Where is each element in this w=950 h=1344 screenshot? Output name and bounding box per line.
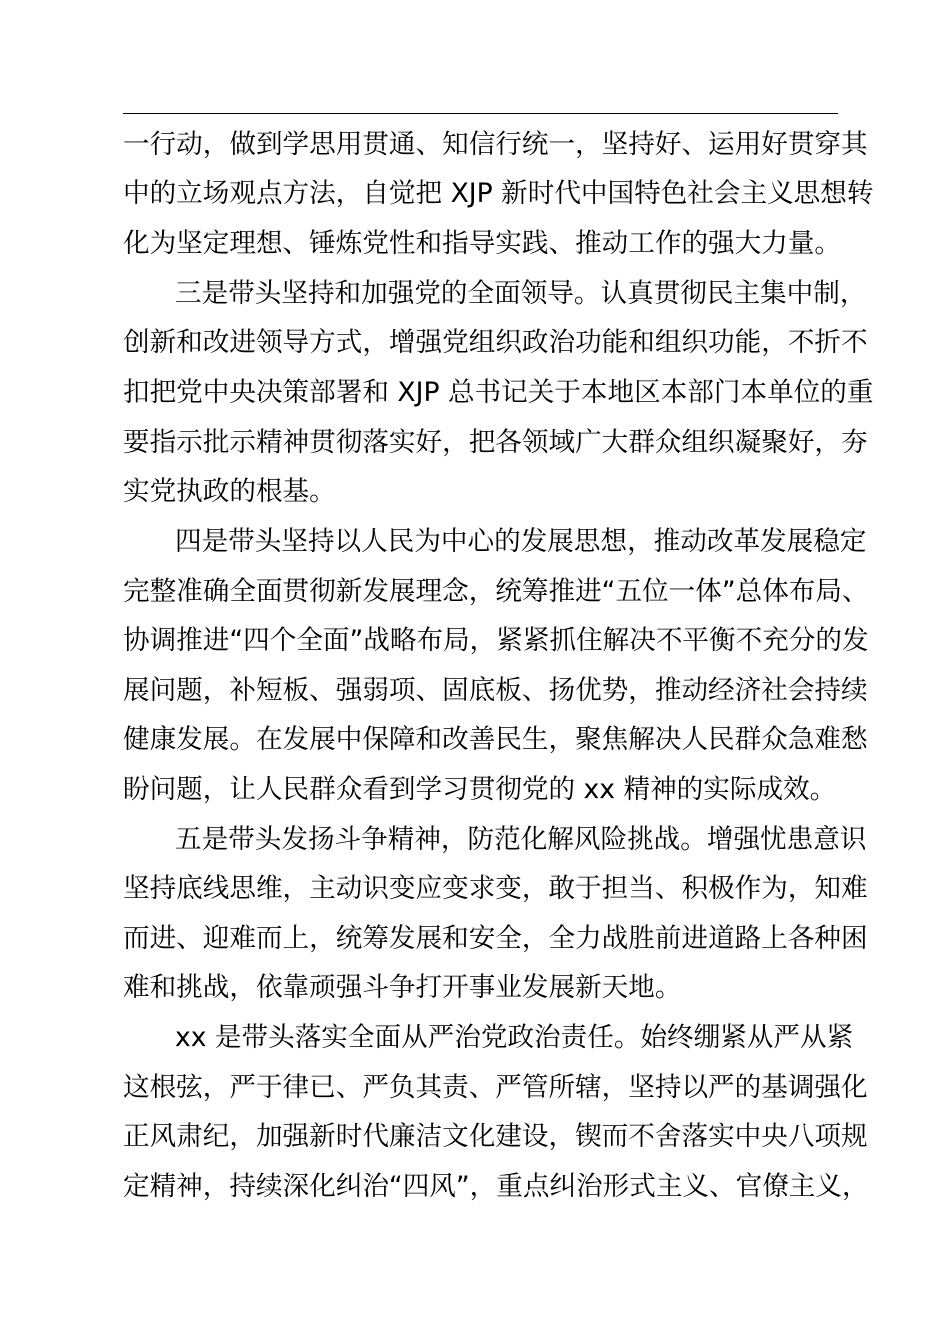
- text-line: 要指示批示精神贯彻落实好，把各领域广大群众组织凝聚好，夯: [123, 427, 868, 458]
- text-line: 扣把党中央决策部署和 XJP 总书记关于本地区本部门本单位的重: [123, 377, 874, 408]
- text-line: 难和挑战，依靠顽强斗争打开事业发展新天地。: [123, 972, 682, 1003]
- paragraph-first-line: 四是带头坚持以人民为中心的发展思想，推动改革发展稳定: [175, 526, 867, 557]
- header-rule: [123, 113, 838, 114]
- text-line: 创新和改进领导方式，增强党组织政治功能和组织功能，不折不: [123, 327, 868, 358]
- text-line: 化为坚定理想、锤炼党性和指导实践、推动工作的强大力量。: [123, 228, 842, 259]
- paragraph-first-line: 五是带头发扬斗争精神，防范化解风险挑战。增强忧患意识: [175, 824, 867, 855]
- text-line: 健康发展。在发展中保障和改善民生，聚焦解决人民群众急难愁: [123, 724, 868, 755]
- paragraph-first-line: 三是带头坚持和加强党的全面领导。认真贯彻民主集中制，: [175, 278, 867, 309]
- text-line: 实党执政的根基。: [123, 476, 336, 507]
- text-line: 正风肃纪，加强新时代廉洁文化建设，锲而不舍落实中央八项规: [123, 1121, 868, 1152]
- text-line: 一行动，做到学思用贯通、知信行统一，坚持好、运用好贯穿其: [123, 129, 868, 160]
- paragraph-first-line: xx 是带头落实全面从严治党政治责任。始终绷紧从严从紧: [175, 1022, 854, 1053]
- text-line: 定精神，持续深化纠治“四风”，重点纠治形式主义、官僚主义，: [123, 1171, 869, 1202]
- text-line: 坚持底线思维，主动识变应变求变，敢于担当、积极作为，知难: [123, 873, 868, 904]
- text-line: 协调推进“四个全面”战略布局，紧紧抓住解决不平衡不充分的发: [123, 625, 869, 656]
- text-line: 这根弦，严于律已、严负其责、严管所辖，坚持以严的基调强化: [123, 1072, 868, 1103]
- text-line: 而进、迎难而上，统筹发展和安全，全力战胜前进道路上各种困: [123, 923, 868, 954]
- text-line: 完整准确全面贯彻新发展理念，统筹推进“五位一体”总体布局、: [123, 576, 869, 607]
- text-line: 盼问题，让人民群众看到学习贯彻党的 xx 精神的实际成效。: [123, 774, 837, 805]
- text-line: 展问题，补短板、强弱项、固底板、扬优势，推动经济社会持续: [123, 675, 868, 706]
- text-line: 中的立场观点方法，自觉把 XJP 新时代中国特色社会主义思想转: [123, 178, 874, 209]
